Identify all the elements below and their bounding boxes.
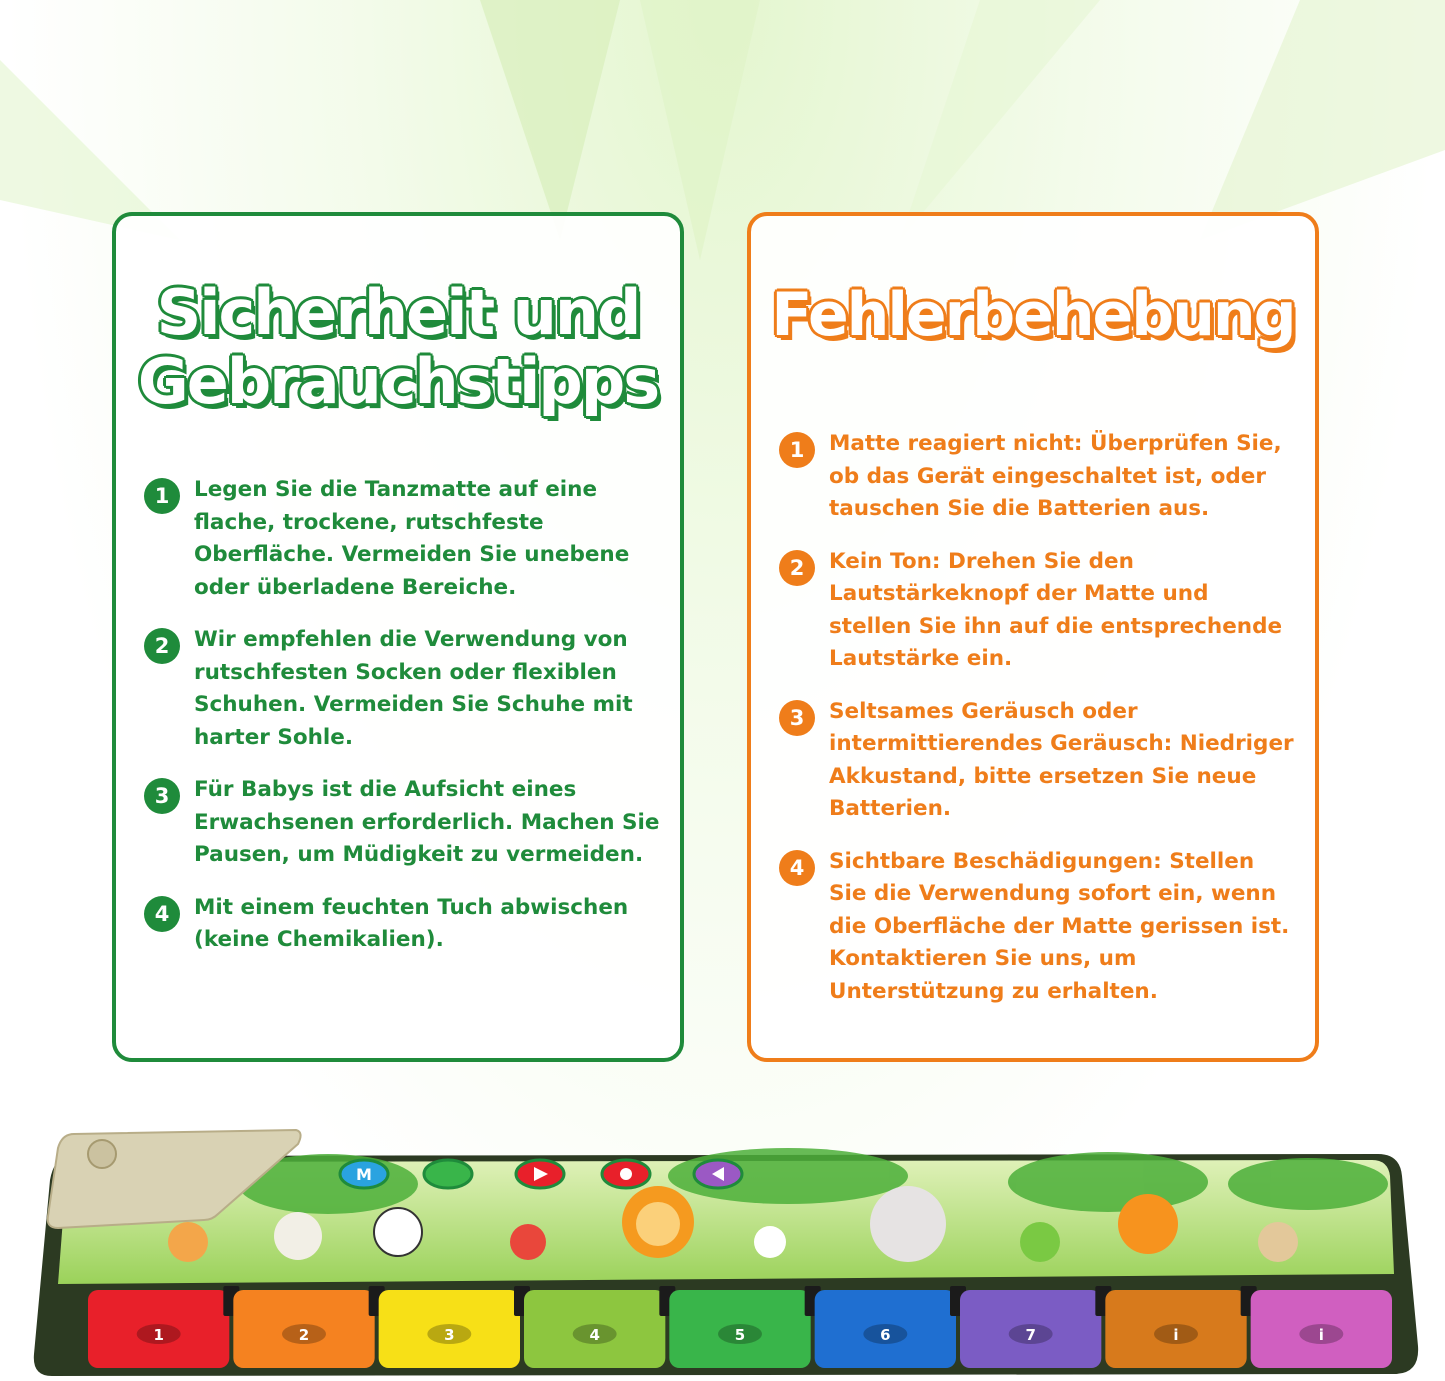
safety-item-text: Mit einem feuchten Tuch abwischen (keine Chemikalien).	[194, 894, 629, 952]
troubleshooting-item-4	[779, 846, 1297, 1009]
number-badge: 1	[779, 432, 815, 468]
safety-item-2	[144, 624, 662, 754]
safety-item-1	[144, 474, 662, 604]
key-label: i	[1173, 1326, 1179, 1344]
troubleshooting-list	[779, 428, 1297, 1028]
safety-title	[116, 278, 680, 417]
safety-item-text: Wir empfehlen die Verwendung von rutschfesten Socken oder flexiblen Schuhen. Vermeiden Sie Schuhe mit harter Sohle.	[194, 627, 633, 750]
troubleshooting-item-3	[779, 696, 1297, 826]
piano-dance-mat	[28, 1124, 1423, 1381]
key-label: 4	[589, 1326, 600, 1344]
safety-item-text: Legen Sie die Tanzmatte auf eine flache, trockene, rutschfeste Oberfläche. Vermeiden Sie unebene oder überladene Bereiche.	[194, 477, 630, 600]
troubleshooting-item-text: Kein Ton: Drehen Sie den Lautstärkeknopf der Matte und stellen Sie ihn auf die entsprechende Lautstärke ein.	[829, 548, 1283, 671]
troubleshooting-card	[747, 212, 1319, 1062]
number-badge: 4	[779, 850, 815, 886]
number-badge: 3	[144, 778, 180, 814]
number-badge: 3	[779, 700, 815, 736]
mat-button-label: M	[356, 1165, 372, 1184]
safety-card	[112, 212, 684, 1062]
troubleshooting-item-text: Sichtbare Beschädigungen: Stellen Sie die Verwendung sofort ein, wenn die Oberfläche der Matte gerissen ist. Kontaktieren Sie uns, um Unterstützung zu erhalten.	[829, 848, 1290, 1004]
safety-title-line2: Gebrauchstipps	[137, 345, 659, 419]
number-badge: 1	[144, 478, 180, 514]
troubleshooting-item-text: Seltsames Geräusch oder intermittierendes Geräusch: Niedriger Akkustand, bitte ersetzen Sie neue Batterien.	[829, 698, 1294, 821]
safety-title-line1: Sicherheit und	[156, 276, 640, 349]
key-label: 5	[734, 1326, 746, 1344]
safety-item-3	[144, 774, 662, 872]
key-label: 2	[298, 1326, 310, 1344]
key-label: i	[1318, 1326, 1324, 1344]
troubleshooting-item-text: Matte reagiert nicht: Überprüfen Sie, ob das Gerät eingeschaltet ist, oder tauschen Sie die Batterien aus.	[829, 431, 1282, 521]
record-icon[interactable]	[424, 1160, 472, 1188]
key-label: 7	[1025, 1326, 1036, 1344]
troubleshooting-title	[751, 282, 1315, 349]
key-label: 3	[444, 1326, 455, 1344]
safety-item-4	[144, 892, 662, 957]
safety-item-text: Für Babys ist die Aufsicht eines Erwachsenen erforderlich. Machen Sie Pausen, um Müdigkeit zu vermeiden.	[194, 777, 660, 867]
troubleshooting-item-1	[779, 428, 1297, 526]
number-badge: 2	[144, 628, 180, 664]
key-label: 6	[880, 1326, 891, 1344]
key-label: 1	[153, 1326, 164, 1344]
troubleshooting-title-text: Fehlerbehebung	[771, 280, 1295, 350]
troubleshooting-item-2	[779, 546, 1297, 676]
number-badge: 2	[779, 550, 815, 586]
volume-knob[interactable]	[88, 1140, 116, 1168]
piano-keys	[88, 1286, 1392, 1368]
number-badge: 4	[144, 896, 180, 932]
safety-list	[144, 474, 662, 977]
